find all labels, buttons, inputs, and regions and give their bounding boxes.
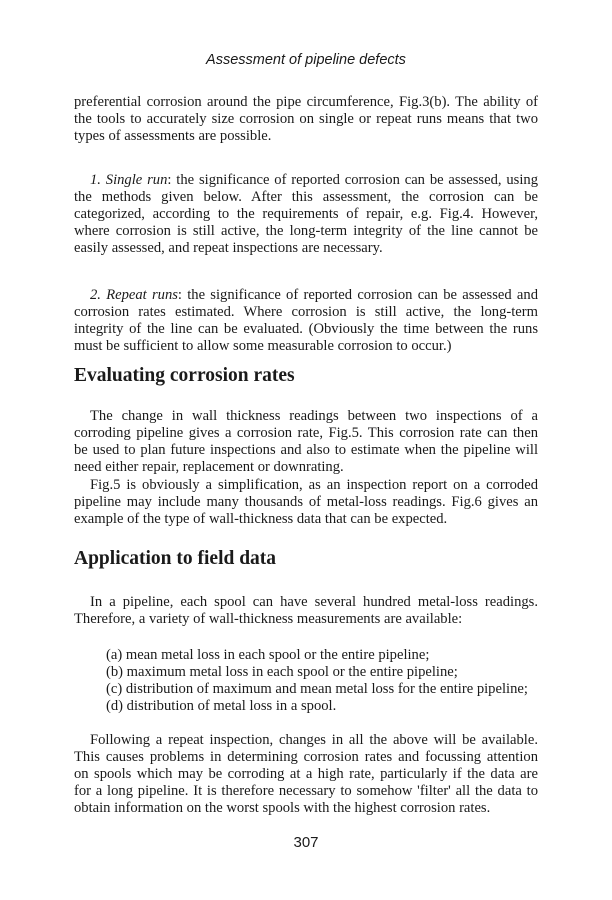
text-line: (d) distribution of metal loss in a spool. [106, 698, 337, 715]
text-line: corrosion rates estimated. Where corrosion is still active, the long-term [74, 304, 538, 321]
text-line [74, 172, 538, 189]
text-line: (b) maximum metal loss in each spool or the entire pipeline; [106, 664, 458, 681]
text-line: example of the type of wall-thickness data that can be expected. [74, 511, 448, 528]
page-number: 307 [293, 834, 319, 851]
section-heading: Evaluating corrosion rates [74, 365, 295, 386]
text-line: pipeline may include many thousands of metal-loss readings. Fig.6 gives an [74, 494, 538, 511]
text-line: corroding pipeline gives a corrosion rate, Fig.5. This corrosion rate can then [74, 425, 538, 442]
text-line: where corrosion is still active, the long-term integrity of the line cannot be [74, 223, 538, 240]
text-line: the tools to accurately size corrosion on single or repeat runs means that two [74, 111, 538, 128]
paragraph [74, 732, 538, 817]
paragraph-single-run [74, 172, 538, 257]
text-line: (a) mean metal loss in each spool or the entire pipeline; [106, 647, 430, 663]
text-line: integrity of the line can be evaluated. (Obviously the time between the runs [74, 321, 538, 338]
paragraph-repeat-runs [74, 287, 538, 355]
paragraph [74, 94, 538, 145]
text-line: The change in wall thickness readings between two inspections of a [90, 408, 538, 424]
text-line: Therefore, a variety of wall-thickness measurements are available: [74, 611, 463, 628]
text-line: Fig.5 is obviously a simplification, as an inspection report on a corroded [90, 477, 538, 493]
text-line: on spools which may be corroding at a high rate, particularly if the data are [74, 766, 538, 783]
text-line: Following a repeat inspection, changes in all the above will be available. [90, 732, 538, 748]
paragraph [74, 594, 538, 628]
text-line: categorized, according to the requirements of repair, e.g. Fig.4. However, [74, 206, 538, 223]
text-line: be used to plan future inspections and also to estimate when the pipeline will [74, 442, 538, 459]
section-heading: Application to field data [74, 548, 277, 569]
run-type-label: 1. Single run [90, 172, 168, 188]
measurement-list [106, 647, 546, 715]
text-line-content: : the significance of reported corrosion can be assessed, using [167, 172, 538, 188]
text-line: This causes problems in determining corrosion rates and focussing attention [74, 749, 538, 766]
text-line: preferential corrosion around the pipe circumference, Fig.3(b). The ability of [74, 94, 538, 110]
paragraph [74, 477, 538, 528]
text-line: must be sufficient to allow some measurable corrosion to occur.) [74, 338, 452, 355]
text-line: obtain information on the worst spools with the highest corrosion rates. [74, 800, 491, 817]
text-line: types of assessments are possible. [74, 128, 272, 145]
text-line-content: : the significance of reported corrosion can be assessed and [177, 287, 538, 303]
paragraph [74, 408, 538, 476]
text-line: easily assessed, and repeat inspections are necessary. [74, 240, 383, 257]
text-line: for a long pipeline. It is therefore necessary to somehow 'filter' all the data to [74, 783, 538, 800]
running-header: Assessment of pipeline defects [206, 52, 406, 68]
text-line [74, 287, 538, 304]
text-line: need either repair, replacement or downrating. [74, 459, 344, 476]
text-line: (c) distribution of maximum and mean metal loss for the entire pipeline; [106, 681, 528, 698]
text-line: the methods given below. After this assessment, the corrosion can be [74, 189, 538, 206]
text-line: In a pipeline, each spool can have several hundred metal-loss readings. [90, 594, 538, 610]
run-type-label: 2. Repeat runs [90, 287, 178, 303]
